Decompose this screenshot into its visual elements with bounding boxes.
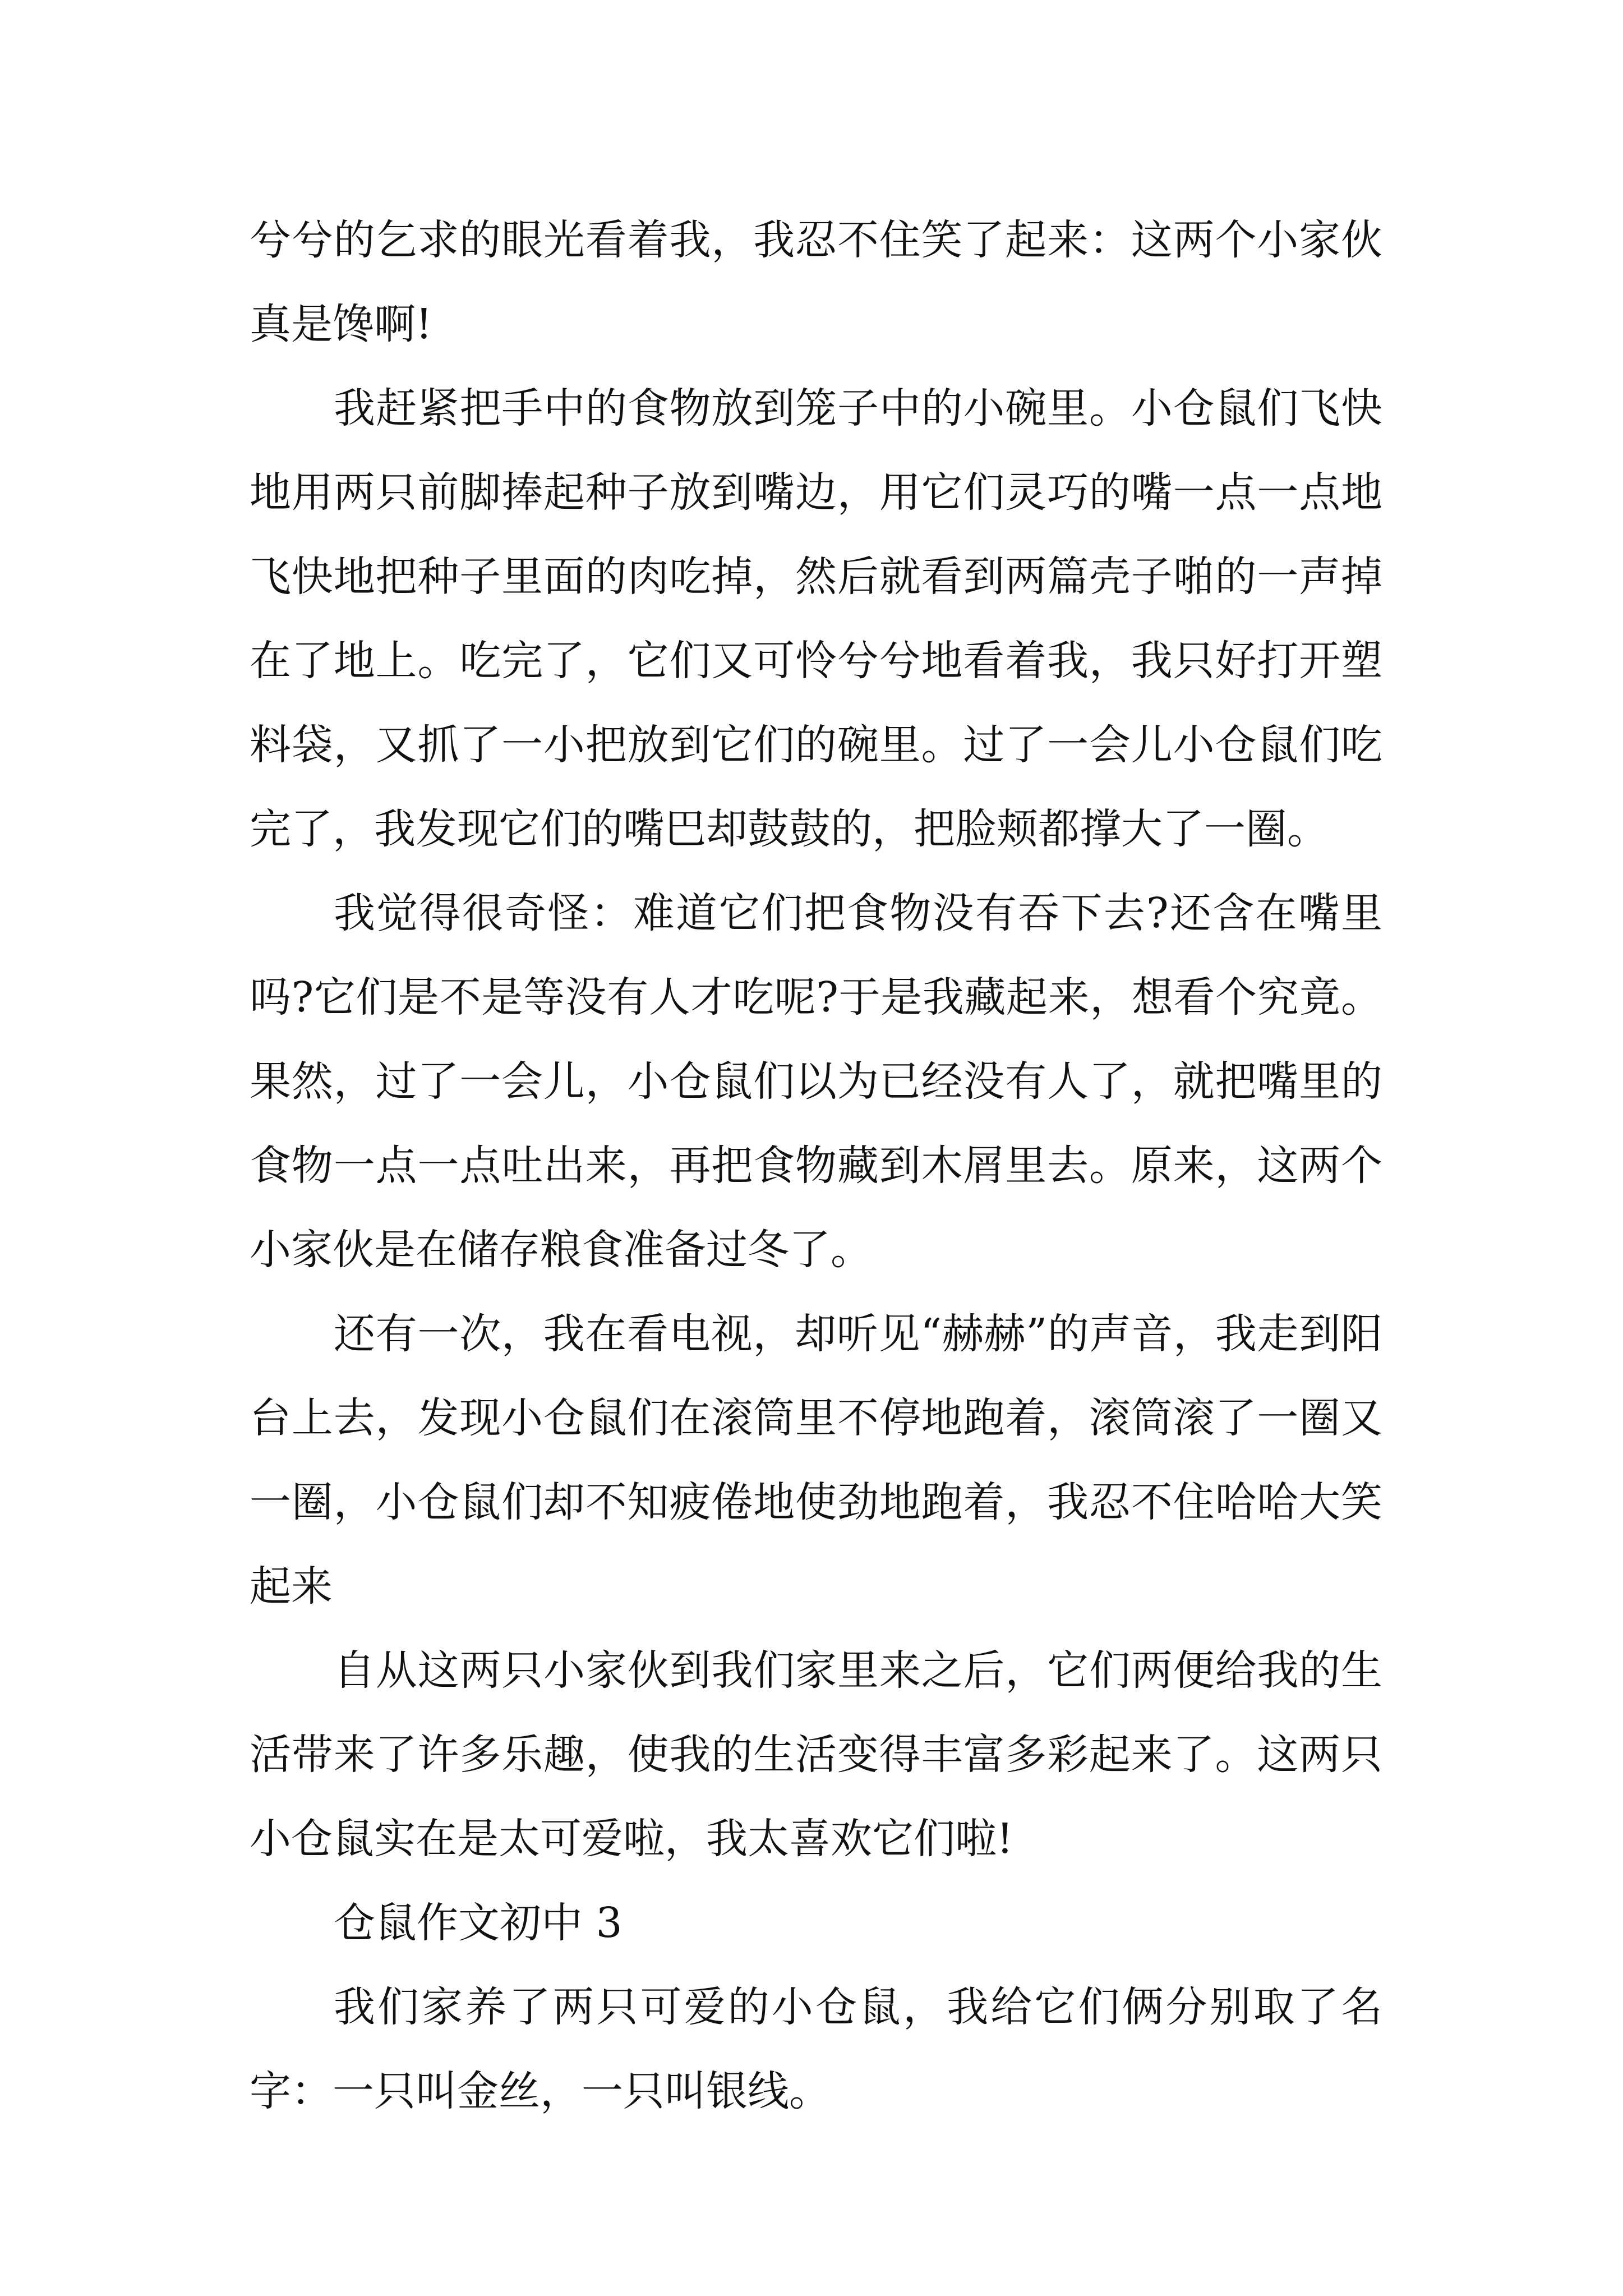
paragraph: 我赶紧把手中的食物放到笼子中的小碗里。小仓鼠们飞快地用两只前脚捧起种子放到嘴边，用它们灵巧的嘴一点一点地飞快地把种子里面的肉吃掉，然后就看到两篇壳子啪的一声掉在了地上。吃完了，它们又可怜兮兮地看着我，我只好打开塑料袋，又抓了一小把放到它们的碗里。过了一会儿小仓鼠们吃完了，我发现它们的嘴巴却鼓鼓的，把脸颊都撑大了一圈。 (250, 384, 1382, 853)
paragraph: 还有一次，我在看电视，却听见“赫赫”的声音，我走到阳台上去，发现小仓鼠们在滚筒里不停地跑着，滚筒滚了一圈又一圈，小仓鼠们却不知疲倦地使劲地跑着，我忍不住哈哈大笑起来 (250, 1310, 1382, 1611)
section-heading: 仓鼠作文初中 3 (334, 1899, 623, 1947)
paragraph: 我觉得很奇怪：难道它们把食物没有吞下去?还含在嘴里吗?它们是不是等没有人才吃呢?于是我藏起来，想看个究竟。果然，过了一会儿，小仓鼠们以为已经没有人了，就把嘴里的食物一点一点吐出来，再把食物藏到木屑里去。原来，这两个小家伙是在储存粮食准备过冬了。 (250, 889, 1382, 1274)
paragraph: 自从这两只小家伙到我们家里来之后，它们两便给我的生活带来了许多乐趣，使我的生活变得丰富多彩起来了。这两只小仓鼠实在是太可爱啦，我太喜欢它们啦! (250, 1646, 1382, 1863)
paragraph: 我们家养了两只可爱的小仓鼠，我给它们俩分别取了名字：一只叫金丝，一只叫银线。 (250, 1983, 1382, 2115)
document-body (250, 198, 1382, 2133)
paragraph-continued: 兮兮的乞求的眼光看着我，我忍不住笑了起来：这两个小家伙真是馋啊! (250, 216, 1382, 348)
